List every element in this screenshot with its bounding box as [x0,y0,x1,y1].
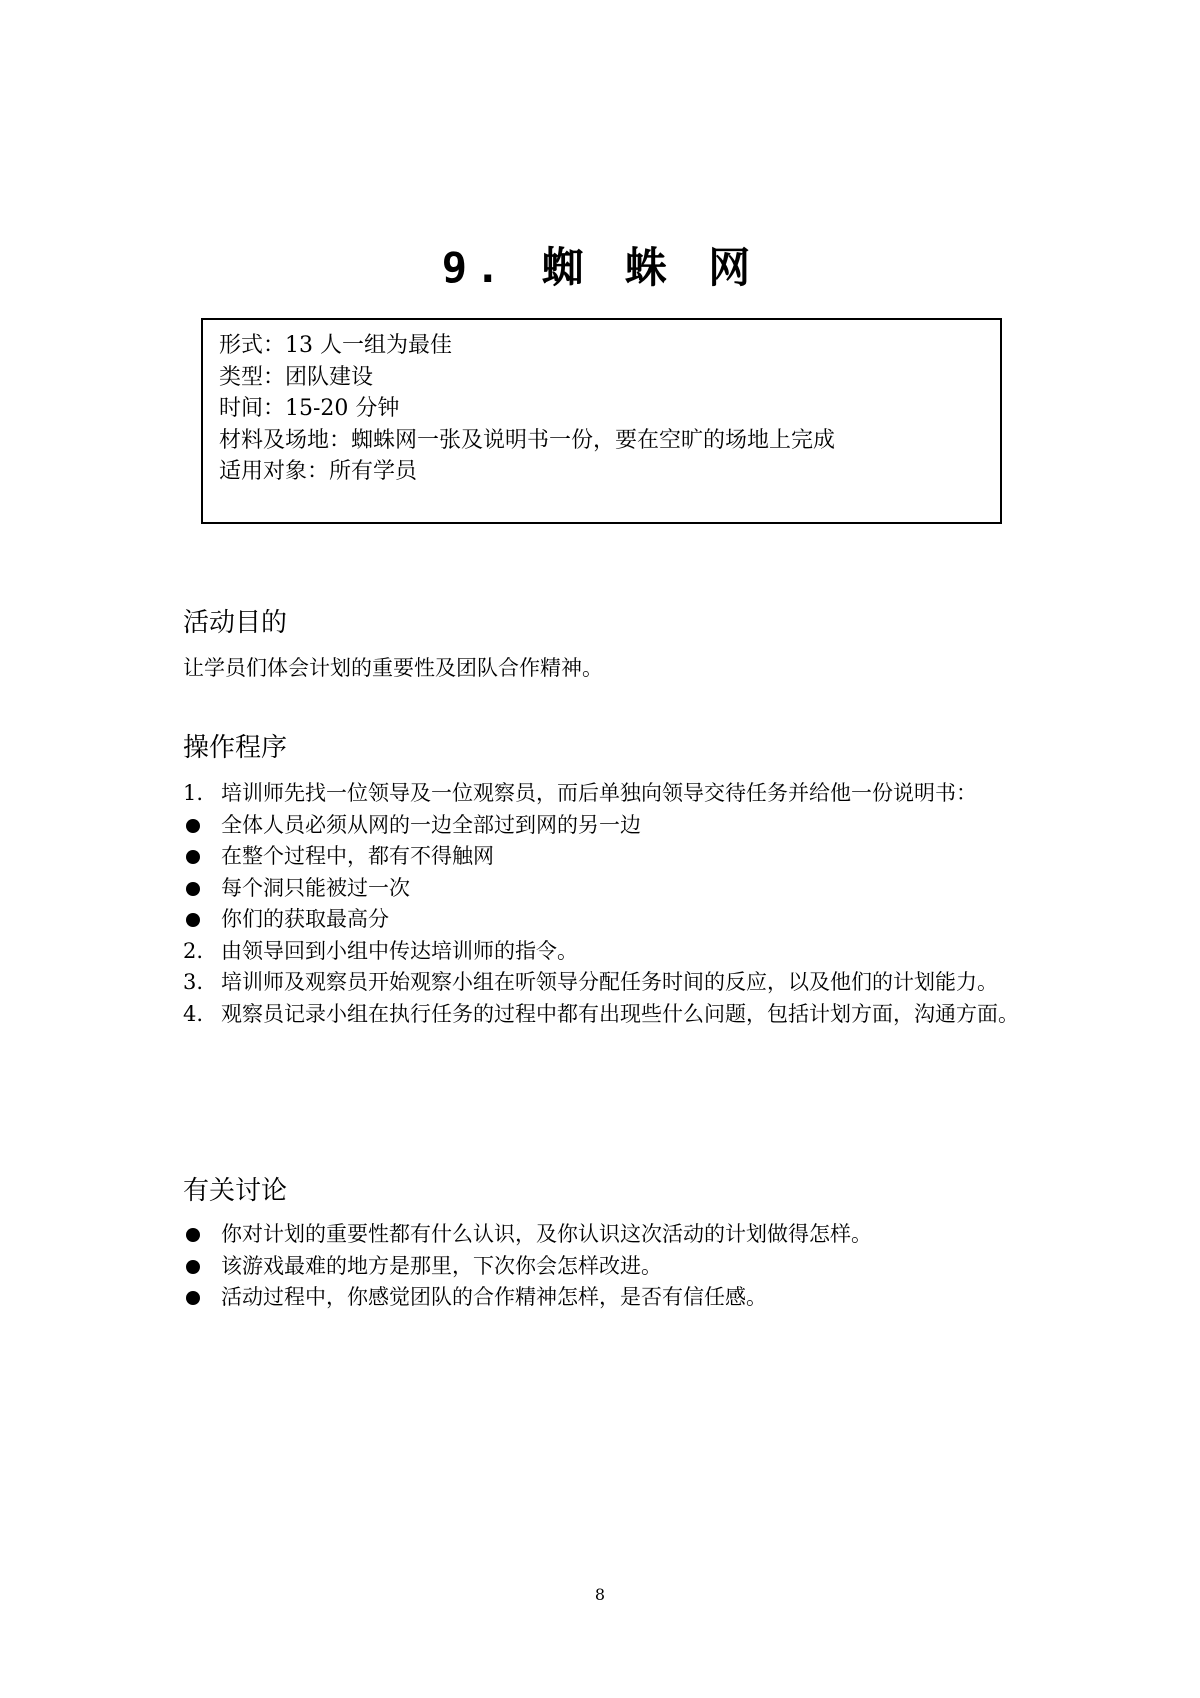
list-item [183,1219,1023,1251]
bullet-dot-icon [186,850,200,864]
list-item-text: 全体人员必须从网的一边全部过到网的另一边 [221,812,641,837]
list-number: 1. [183,781,204,805]
page-title: 9. 蜘 蛛 网 [441,243,759,293]
bullet-dot-icon [186,1228,200,1242]
info-duration: 时间：15-20 分钟 [219,396,400,421]
list-item-text: 活动过程中，你感觉团队的合作精神怎样，是否有信任感。 [221,1285,767,1309]
list-item-text: 每个洞只能被过一次 [221,875,410,900]
procedure-list [183,778,1023,1030]
bullet-dot-icon [186,1260,200,1274]
purpose-text: 让学员们体会计划的重要性及团队合作精神。 [183,656,603,680]
list-item-text: 该游戏最难的地方是那里，下次你会怎样改进。 [221,1253,662,1278]
list-item [183,873,1023,905]
list-item-text: 培训师先找一位领导及一位观察员，而后单独向领导交待任务并给他一份说明书： [221,781,977,805]
procedure-heading: 操作程序 [183,733,288,763]
list-item [183,936,1023,968]
info-format: 形式：13 人一组为最佳 [219,333,452,358]
list-item [183,1251,1023,1283]
info-audience: 适用对象：所有学员 [219,459,418,484]
list-item-text: 培训师及观察员开始观察小组在听领导分配任务时间的反应，以及他们的计划能力。 [221,970,998,994]
list-item [183,967,1023,999]
bullet-dot-icon [186,882,200,896]
list-item [183,810,1023,842]
page-number: 8 [594,1585,606,1604]
list-item-text: 你们的获取最高分 [221,907,389,931]
bullet-dot-icon [186,819,200,833]
list-item-text: 你对计划的重要性都有什么认识，及你认识这次活动的计划做得怎样。 [221,1222,872,1246]
list-number: 3. [183,970,204,994]
info-materials-venue: 材料及场地：蜘蛛网一张及说明书一份，要在空旷的场地上完成 [219,427,836,453]
list-item [183,904,1023,936]
list-item-text: 观察员记录小组在执行任务的过程中都有出现些什么问题，包括计划方面，沟通方面。 [221,1001,1019,1026]
list-number: 4. [183,1001,204,1026]
list-item-text: 由领导回到小组中传达培训师的指令。 [221,938,578,963]
list-item [183,999,1023,1031]
list-item [183,841,1023,873]
bullet-dot-icon [186,913,200,927]
info-type: 类型：团队建设 [219,364,374,390]
activity-info-box [201,318,1002,524]
list-number: 2. [183,938,204,963]
discussion-heading: 有关讨论 [183,1176,288,1206]
list-item-text: 在整个过程中，都有不得触网 [221,844,494,868]
purpose-heading: 活动目的 [183,608,288,638]
bullet-dot-icon [186,1291,200,1305]
list-item [183,1282,1023,1314]
list-item [183,778,1023,810]
discussion-list [183,1219,1023,1314]
